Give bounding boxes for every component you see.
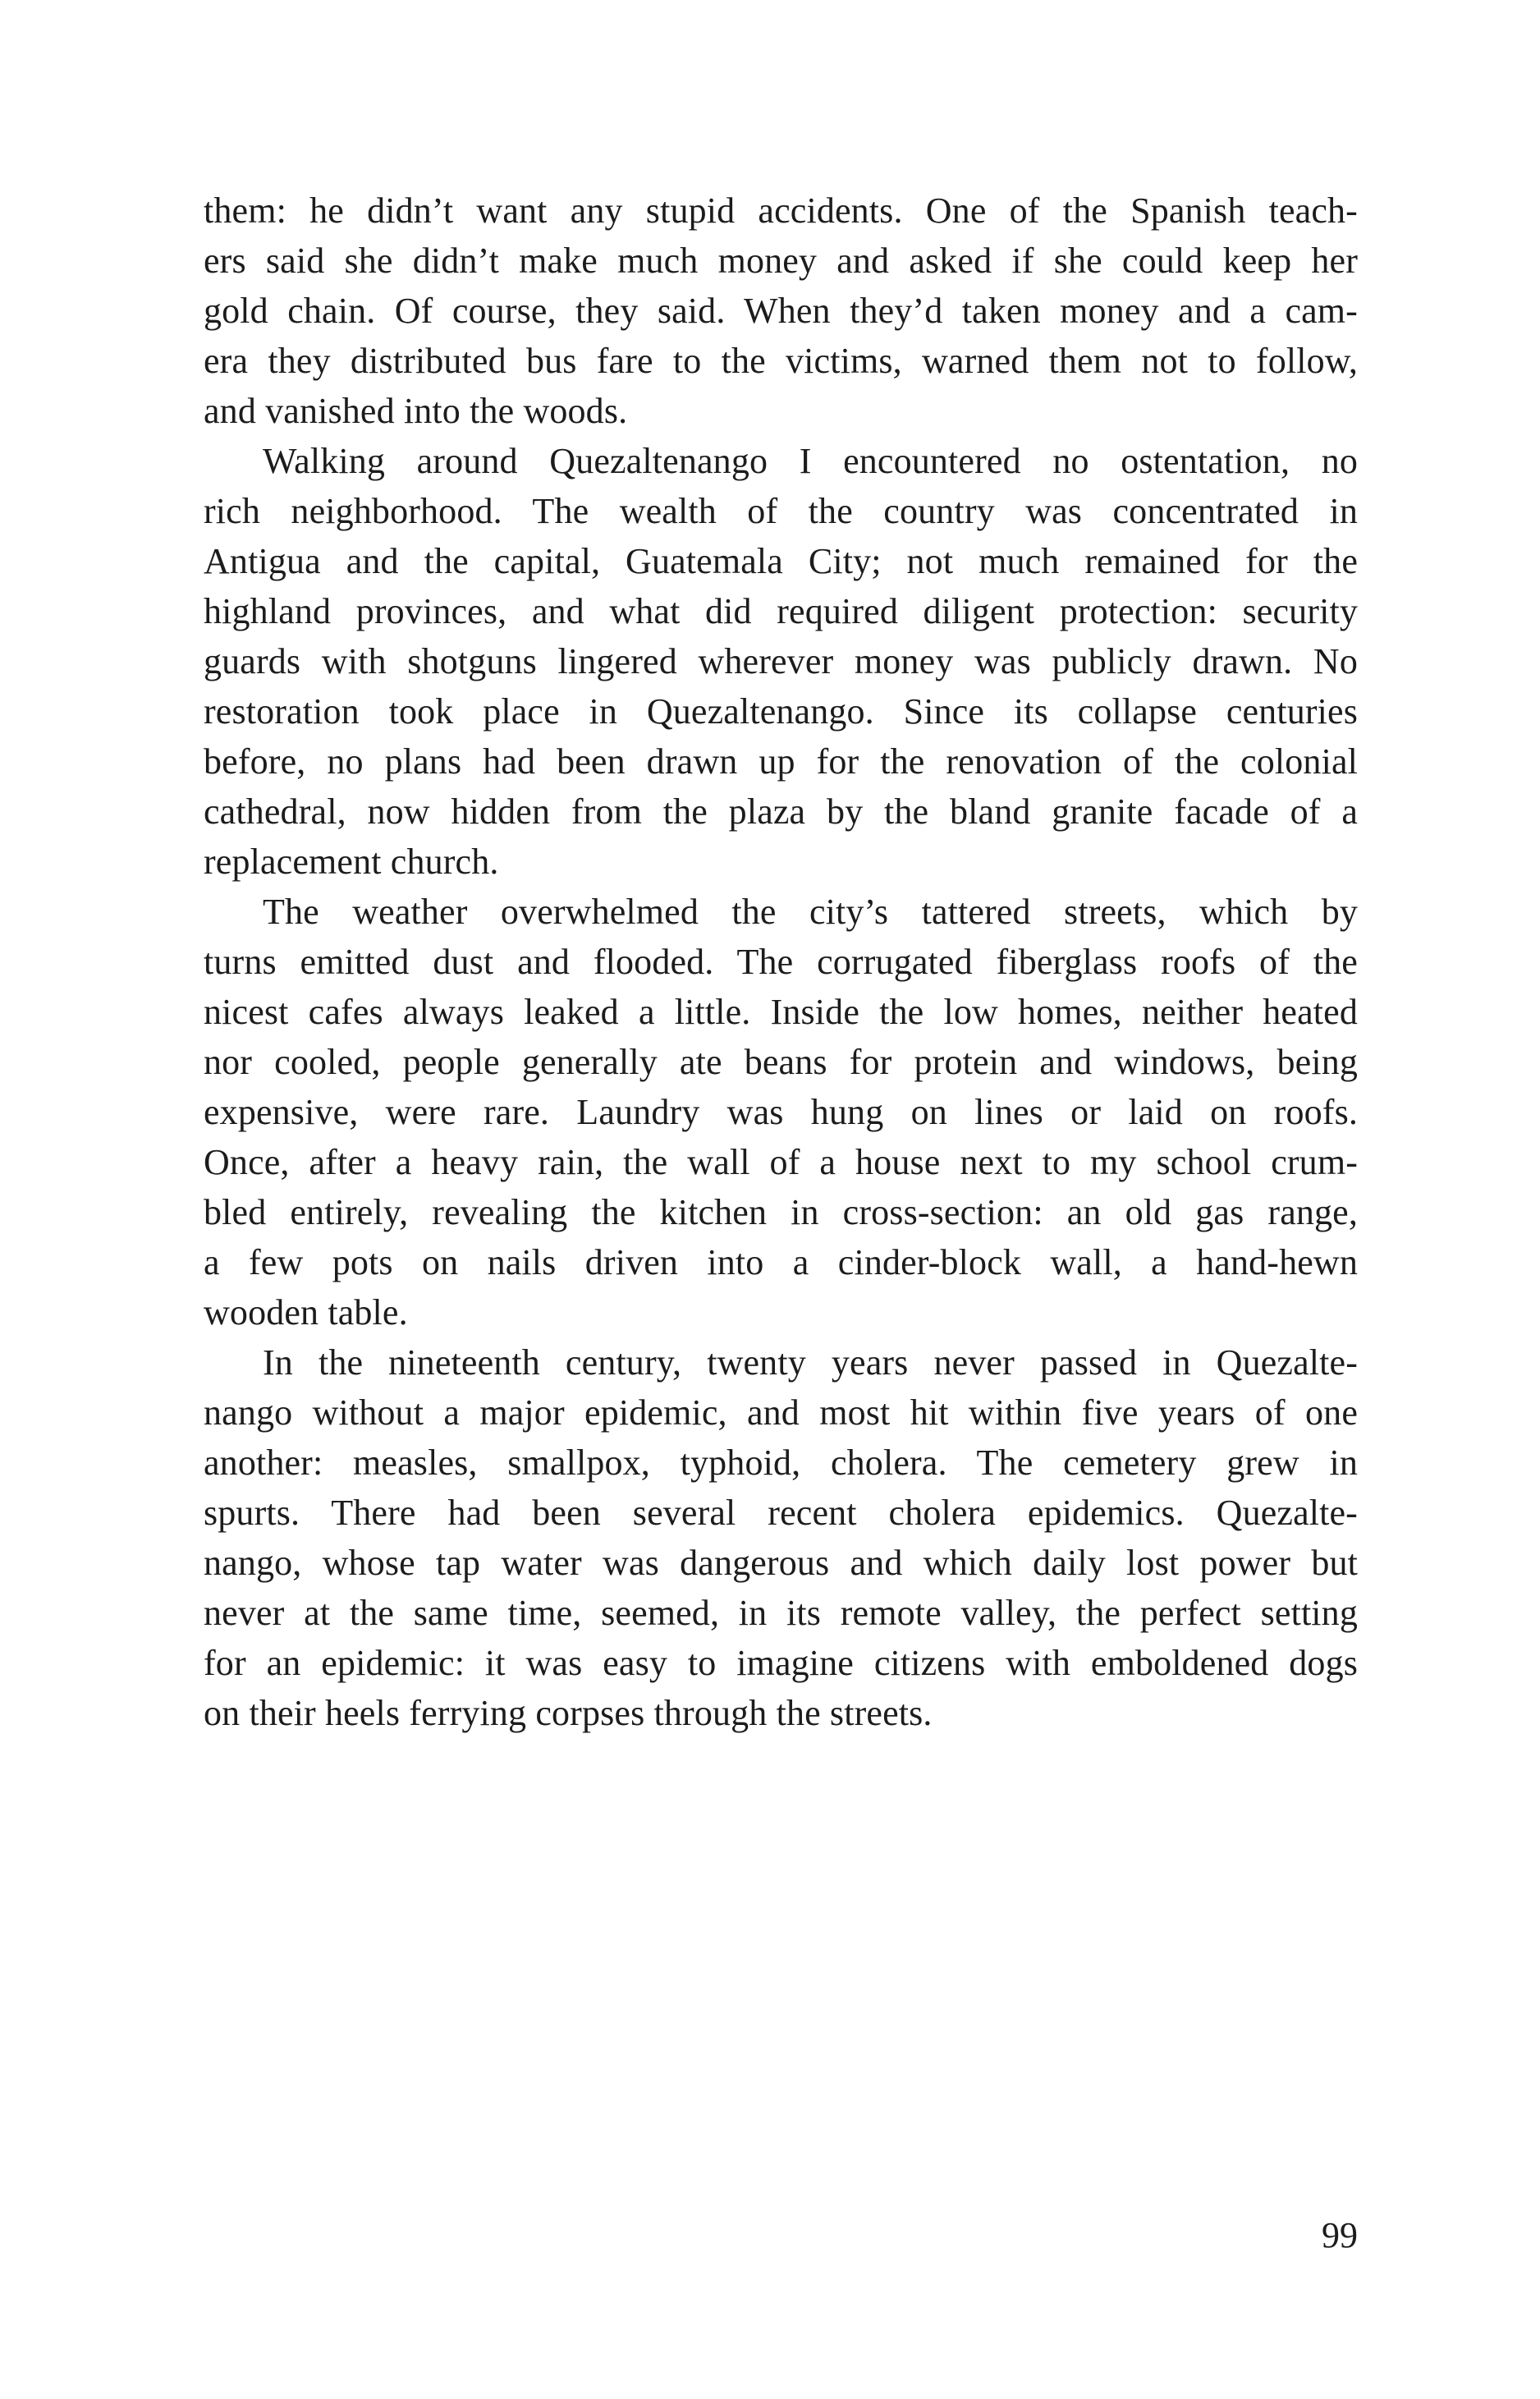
text-line: bled entirely, revealing the kitchen in cross-section: an old gas range, xyxy=(204,1192,1358,1232)
text-line: Walking around Quezaltenango I encountered no ostentation, no xyxy=(263,441,1358,481)
text-line: never at the same time, seemed, in its remote valley, the perfect setting xyxy=(204,1593,1358,1633)
text-line: nor cooled, people generally ate beans for protein and windows, being xyxy=(204,1042,1358,1082)
text-line: restoration took place in Quezaltenango. Since its collapse centuries xyxy=(204,691,1358,732)
text-line: for an epidemic: it was easy to imagine citizens with emboldened dogs xyxy=(204,1643,1358,1683)
text-line: rich neighborhood. The wealth of the country was concentrated in xyxy=(204,491,1358,531)
text-line: ers said she didn’t make much money and asked if she could keep her xyxy=(204,241,1358,281)
text-line: turns emitted dust and flooded. The corrugated fiberglass roofs of the xyxy=(204,942,1358,982)
text-line: wooden table. xyxy=(204,1292,408,1333)
text-line: Once, after a heavy rain, the wall of a house next to my school crum- xyxy=(204,1142,1358,1182)
text-line: cathedral, now hidden from the plaza by the bland granite facade of a xyxy=(204,791,1358,832)
text-line: on their heels ferrying corpses through the streets. xyxy=(204,1693,933,1733)
text-line: gold chain. Of course, they said. When they’d taken money and a cam- xyxy=(204,291,1358,331)
body-text xyxy=(204,186,1358,1738)
text-line: another: measles, smallpox, typhoid, cholera. The cemetery grew in xyxy=(204,1443,1358,1483)
text-line: them: he didn’t want any stupid accidents. One of the Spanish teach- xyxy=(204,190,1358,231)
text-line: The weather overwhelmed the city’s tattered streets, which by xyxy=(263,892,1358,932)
text-line: Antigua and the capital, Guatemala City; not much remained for the xyxy=(204,541,1358,581)
page-number: 99 xyxy=(1322,2215,1358,2255)
text-line: expensive, were rare. Laundry was hung on lines or laid on roofs. xyxy=(204,1092,1358,1132)
text-line: In the nineteenth century, twenty years never passed in Quezalte- xyxy=(263,1342,1358,1383)
text-line: nango without a major epidemic, and most hit within five years of one xyxy=(204,1392,1358,1433)
text-line: nicest cafes always leaked a little. Inside the low homes, neither heated xyxy=(204,992,1358,1032)
text-line: guards with shotguns lingered wherever money was publicly drawn. No xyxy=(204,641,1358,681)
text-line: highland provinces, and what did required diligent protection: security xyxy=(204,591,1358,631)
text-line: before, no plans had been drawn up for the renovation of the colonial xyxy=(204,741,1358,782)
text-line: and vanished into the woods. xyxy=(204,391,628,431)
text-line: era they distributed bus fare to the victims, warned them not to follow, xyxy=(204,341,1358,381)
text-line: nango, whose tap water was dangerous and which daily lost power but xyxy=(204,1543,1358,1583)
text-line: a few pots on nails driven into a cinder-block wall, a hand-hewn xyxy=(204,1242,1358,1282)
text-line: replacement church. xyxy=(204,842,499,882)
text-line: spurts. There had been several recent cholera epidemics. Quezalte- xyxy=(204,1493,1358,1533)
